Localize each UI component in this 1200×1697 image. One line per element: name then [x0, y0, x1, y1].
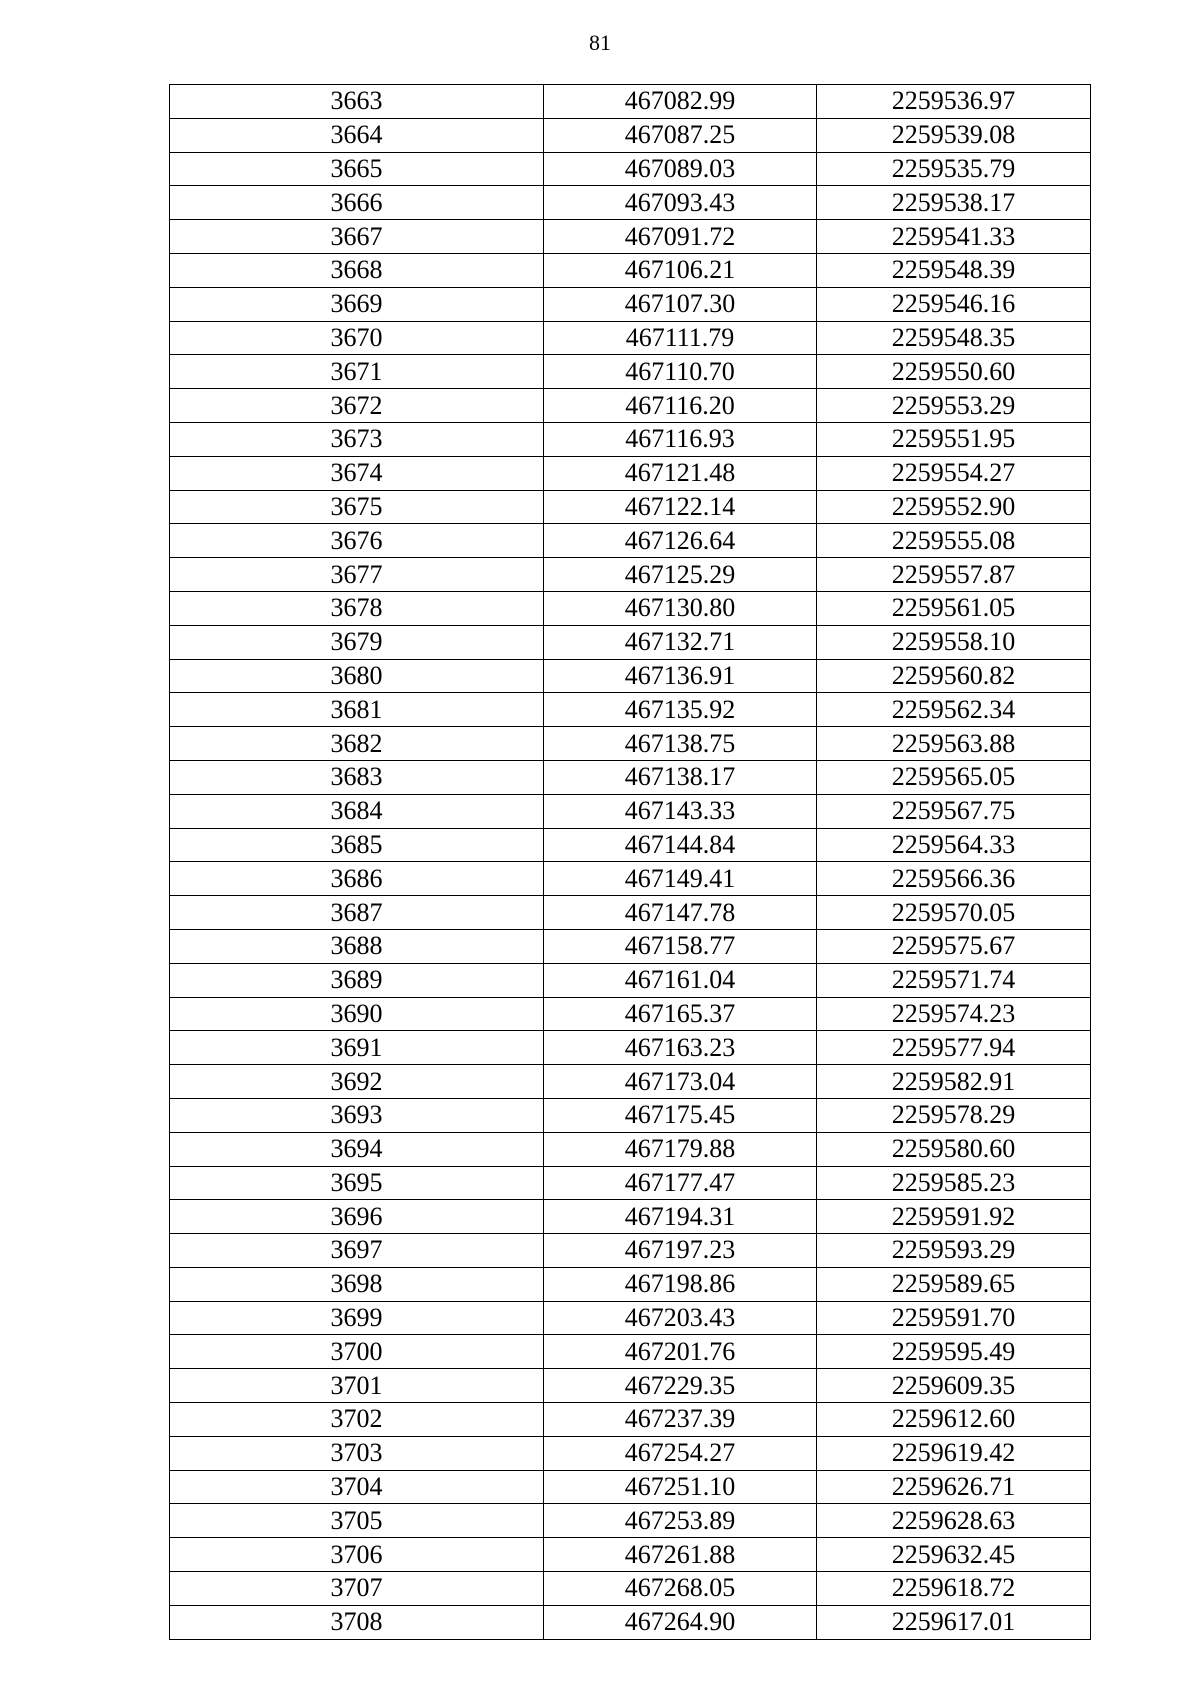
point-number-cell: 3691	[170, 1031, 544, 1065]
y-coordinate-cell: 2259574.23	[817, 997, 1091, 1031]
table-row	[170, 456, 1091, 490]
point-number-cell: 3701	[170, 1369, 544, 1403]
table-row	[170, 1166, 1091, 1200]
y-coordinate-cell: 2259580.60	[817, 1132, 1091, 1166]
point-number-cell: 3667	[170, 220, 544, 254]
x-coordinate-cell: 467110.70	[544, 355, 817, 389]
x-coordinate-cell: 467126.64	[544, 524, 817, 558]
point-number-cell: 3707	[170, 1572, 544, 1606]
x-coordinate-cell: 467143.33	[544, 794, 817, 828]
y-coordinate-cell: 2259535.79	[817, 152, 1091, 186]
y-coordinate-cell: 2259591.92	[817, 1200, 1091, 1234]
x-coordinate-cell: 467130.80	[544, 591, 817, 625]
table-row	[170, 1335, 1091, 1369]
x-coordinate-cell: 467179.88	[544, 1132, 817, 1166]
x-coordinate-cell: 467198.86	[544, 1267, 817, 1301]
point-number-cell: 3664	[170, 118, 544, 152]
table-row	[170, 997, 1091, 1031]
x-coordinate-cell: 467163.23	[544, 1031, 817, 1065]
point-number-cell: 3676	[170, 524, 544, 558]
y-coordinate-cell: 2259619.42	[817, 1436, 1091, 1470]
x-coordinate-cell: 467091.72	[544, 220, 817, 254]
y-coordinate-cell: 2259552.90	[817, 490, 1091, 524]
y-coordinate-cell: 2259561.05	[817, 591, 1091, 625]
point-number-cell: 3705	[170, 1504, 544, 1538]
point-number-cell: 3687	[170, 896, 544, 930]
point-number-cell: 3673	[170, 422, 544, 456]
point-number-cell: 3694	[170, 1132, 544, 1166]
x-coordinate-cell: 467132.71	[544, 625, 817, 659]
x-coordinate-cell: 467082.99	[544, 85, 817, 119]
point-number-cell: 3683	[170, 760, 544, 794]
table-row	[170, 929, 1091, 963]
x-coordinate-cell: 467149.41	[544, 862, 817, 896]
x-coordinate-cell: 467121.48	[544, 456, 817, 490]
x-coordinate-cell: 467268.05	[544, 1572, 817, 1606]
table-row	[170, 1098, 1091, 1132]
x-coordinate-cell: 467229.35	[544, 1369, 817, 1403]
table-row	[170, 1436, 1091, 1470]
table-row	[170, 1403, 1091, 1437]
table-row	[170, 118, 1091, 152]
x-coordinate-cell: 467264.90	[544, 1605, 817, 1639]
table-row	[170, 321, 1091, 355]
table-row	[170, 220, 1091, 254]
x-coordinate-cell: 467177.47	[544, 1166, 817, 1200]
table-row	[170, 794, 1091, 828]
point-number-cell: 3706	[170, 1538, 544, 1572]
point-number-cell: 3697	[170, 1234, 544, 1268]
point-number-cell: 3666	[170, 186, 544, 220]
x-coordinate-cell: 467093.43	[544, 186, 817, 220]
x-coordinate-cell: 467147.78	[544, 896, 817, 930]
point-number-cell: 3692	[170, 1065, 544, 1099]
table-row	[170, 1132, 1091, 1166]
table-row	[170, 152, 1091, 186]
table-row	[170, 727, 1091, 761]
y-coordinate-cell: 2259585.23	[817, 1166, 1091, 1200]
point-number-cell: 3693	[170, 1098, 544, 1132]
y-coordinate-cell: 2259632.45	[817, 1538, 1091, 1572]
point-number-cell: 3703	[170, 1436, 544, 1470]
y-coordinate-cell: 2259582.91	[817, 1065, 1091, 1099]
y-coordinate-cell: 2259562.34	[817, 693, 1091, 727]
table-row	[170, 828, 1091, 862]
point-number-cell: 3677	[170, 558, 544, 592]
table-row	[170, 659, 1091, 693]
point-number-cell: 3696	[170, 1200, 544, 1234]
point-number-cell: 3674	[170, 456, 544, 490]
x-coordinate-cell: 467254.27	[544, 1436, 817, 1470]
y-coordinate-cell: 2259557.87	[817, 558, 1091, 592]
point-number-cell: 3686	[170, 862, 544, 896]
x-coordinate-cell: 467116.93	[544, 422, 817, 456]
table-row	[170, 1504, 1091, 1538]
coordinate-table	[169, 84, 1091, 1640]
point-number-cell: 3680	[170, 659, 544, 693]
y-coordinate-cell: 2259538.17	[817, 186, 1091, 220]
point-number-cell: 3663	[170, 85, 544, 119]
table-row	[170, 625, 1091, 659]
point-number-cell: 3668	[170, 253, 544, 287]
y-coordinate-cell: 2259560.82	[817, 659, 1091, 693]
x-coordinate-cell: 467138.75	[544, 727, 817, 761]
x-coordinate-cell: 467158.77	[544, 929, 817, 963]
y-coordinate-cell: 2259563.88	[817, 727, 1091, 761]
table-row	[170, 490, 1091, 524]
y-coordinate-cell: 2259548.39	[817, 253, 1091, 287]
x-coordinate-cell: 467135.92	[544, 693, 817, 727]
y-coordinate-cell: 2259617.01	[817, 1605, 1091, 1639]
x-coordinate-cell: 467201.76	[544, 1335, 817, 1369]
point-number-cell: 3682	[170, 727, 544, 761]
y-coordinate-cell: 2259577.94	[817, 1031, 1091, 1065]
y-coordinate-cell: 2259541.33	[817, 220, 1091, 254]
y-coordinate-cell: 2259612.60	[817, 1403, 1091, 1437]
y-coordinate-cell: 2259548.35	[817, 321, 1091, 355]
point-number-cell: 3695	[170, 1166, 544, 1200]
table-row	[170, 1065, 1091, 1099]
table-row	[170, 1538, 1091, 1572]
y-coordinate-cell: 2259555.08	[817, 524, 1091, 558]
point-number-cell: 3681	[170, 693, 544, 727]
x-coordinate-cell: 467203.43	[544, 1301, 817, 1335]
x-coordinate-cell: 467194.31	[544, 1200, 817, 1234]
x-coordinate-cell: 467261.88	[544, 1538, 817, 1572]
table-row	[170, 1234, 1091, 1268]
x-coordinate-cell: 467125.29	[544, 558, 817, 592]
point-number-cell: 3675	[170, 490, 544, 524]
y-coordinate-cell: 2259550.60	[817, 355, 1091, 389]
point-number-cell: 3688	[170, 929, 544, 963]
x-coordinate-cell: 467144.84	[544, 828, 817, 862]
point-number-cell: 3702	[170, 1403, 544, 1437]
x-coordinate-cell: 467251.10	[544, 1470, 817, 1504]
table-row	[170, 1200, 1091, 1234]
y-coordinate-cell: 2259595.49	[817, 1335, 1091, 1369]
point-number-cell: 3685	[170, 828, 544, 862]
x-coordinate-cell: 467087.25	[544, 118, 817, 152]
x-coordinate-cell: 467138.17	[544, 760, 817, 794]
point-number-cell: 3684	[170, 794, 544, 828]
x-coordinate-cell: 467161.04	[544, 963, 817, 997]
x-coordinate-cell: 467089.03	[544, 152, 817, 186]
table-row	[170, 524, 1091, 558]
point-number-cell: 3671	[170, 355, 544, 389]
y-coordinate-cell: 2259626.71	[817, 1470, 1091, 1504]
table-row	[170, 1572, 1091, 1606]
x-coordinate-cell: 467173.04	[544, 1065, 817, 1099]
point-number-cell: 3698	[170, 1267, 544, 1301]
table-row	[170, 85, 1091, 119]
table-row	[170, 1031, 1091, 1065]
table-row	[170, 1369, 1091, 1403]
y-coordinate-cell: 2259591.70	[817, 1301, 1091, 1335]
x-coordinate-cell: 467197.23	[544, 1234, 817, 1268]
y-coordinate-cell: 2259558.10	[817, 625, 1091, 659]
y-coordinate-cell: 2259575.67	[817, 929, 1091, 963]
table-row	[170, 1301, 1091, 1335]
x-coordinate-cell: 467107.30	[544, 287, 817, 321]
point-number-cell: 3678	[170, 591, 544, 625]
y-coordinate-cell: 2259593.29	[817, 1234, 1091, 1268]
point-number-cell: 3665	[170, 152, 544, 186]
y-coordinate-cell: 2259551.95	[817, 422, 1091, 456]
y-coordinate-cell: 2259628.63	[817, 1504, 1091, 1538]
table-row	[170, 186, 1091, 220]
x-coordinate-cell: 467122.14	[544, 490, 817, 524]
y-coordinate-cell: 2259539.08	[817, 118, 1091, 152]
point-number-cell: 3690	[170, 997, 544, 1031]
y-coordinate-cell: 2259571.74	[817, 963, 1091, 997]
y-coordinate-cell: 2259570.05	[817, 896, 1091, 930]
x-coordinate-cell: 467116.20	[544, 389, 817, 423]
table-row	[170, 389, 1091, 423]
point-number-cell: 3689	[170, 963, 544, 997]
point-number-cell: 3699	[170, 1301, 544, 1335]
table-row	[170, 963, 1091, 997]
page-number: 81	[589, 30, 611, 55]
table-row	[170, 558, 1091, 592]
x-coordinate-cell: 467175.45	[544, 1098, 817, 1132]
point-number-cell: 3669	[170, 287, 544, 321]
x-coordinate-cell: 467237.39	[544, 1403, 817, 1437]
point-number-cell: 3708	[170, 1605, 544, 1639]
table-row	[170, 693, 1091, 727]
y-coordinate-cell: 2259564.33	[817, 828, 1091, 862]
y-coordinate-cell: 2259553.29	[817, 389, 1091, 423]
x-coordinate-cell: 467106.21	[544, 253, 817, 287]
point-number-cell: 3704	[170, 1470, 544, 1504]
x-coordinate-cell: 467111.79	[544, 321, 817, 355]
point-number-cell: 3670	[170, 321, 544, 355]
x-coordinate-cell: 467253.89	[544, 1504, 817, 1538]
table-row	[170, 591, 1091, 625]
table-row	[170, 1605, 1091, 1639]
table-row	[170, 1470, 1091, 1504]
table-row	[170, 760, 1091, 794]
table-row	[170, 422, 1091, 456]
table-row	[170, 253, 1091, 287]
x-coordinate-cell: 467165.37	[544, 997, 817, 1031]
y-coordinate-cell: 2259554.27	[817, 456, 1091, 490]
point-number-cell: 3700	[170, 1335, 544, 1369]
y-coordinate-cell: 2259618.72	[817, 1572, 1091, 1606]
table-row	[170, 355, 1091, 389]
y-coordinate-cell: 2259567.75	[817, 794, 1091, 828]
point-number-cell: 3679	[170, 625, 544, 659]
y-coordinate-cell: 2259536.97	[817, 85, 1091, 119]
y-coordinate-cell: 2259546.16	[817, 287, 1091, 321]
table-row	[170, 862, 1091, 896]
y-coordinate-cell: 2259566.36	[817, 862, 1091, 896]
table-row	[170, 1267, 1091, 1301]
table-row	[170, 896, 1091, 930]
x-coordinate-cell: 467136.91	[544, 659, 817, 693]
point-number-cell: 3672	[170, 389, 544, 423]
y-coordinate-cell: 2259578.29	[817, 1098, 1091, 1132]
y-coordinate-cell: 2259589.65	[817, 1267, 1091, 1301]
table-row	[170, 287, 1091, 321]
y-coordinate-cell: 2259565.05	[817, 760, 1091, 794]
y-coordinate-cell: 2259609.35	[817, 1369, 1091, 1403]
coordinate-table-body	[170, 85, 1091, 1640]
